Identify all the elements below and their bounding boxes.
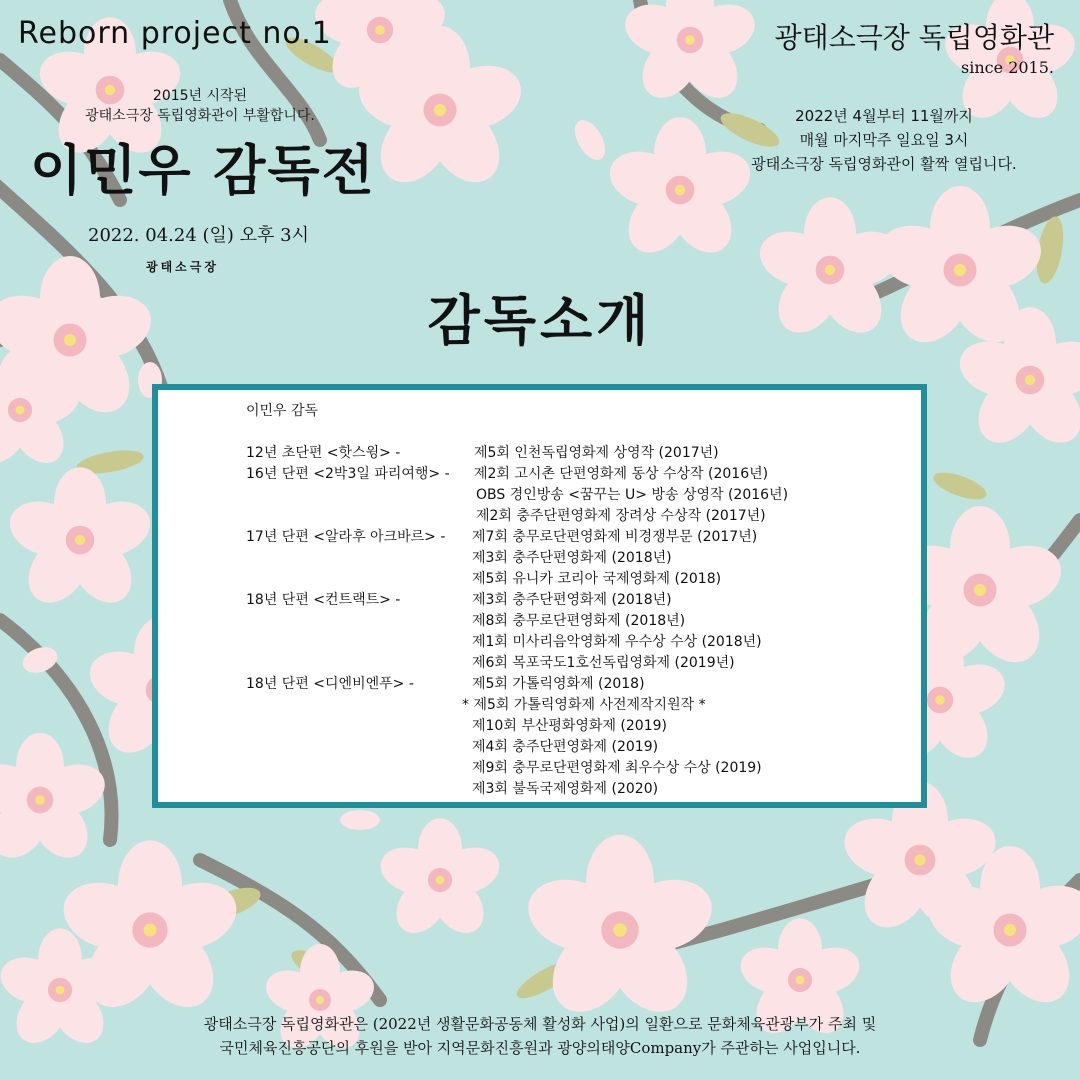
award-item: 제4회 충주단편영화제 (2019) xyxy=(472,739,659,755)
page-title: 이민우 감독전 xyxy=(30,139,376,202)
schedule-text xyxy=(714,104,1054,176)
award-item: 제6회 목포국도1호선독립영화제 (2019년) xyxy=(472,655,735,671)
section-title: 감독소개 xyxy=(427,289,653,352)
award-item: 제5회 인천독립영화제 상영작 (2017년) xyxy=(474,445,719,461)
award-item: * 제5회 가톨릭영화제 사전제작지원작 * xyxy=(462,697,706,713)
award-item: 제8회 충무로단편영화제 (2018년) xyxy=(472,613,686,629)
schedule-line-2: 매월 마지막주 일요일 3시 xyxy=(799,131,969,149)
schedule-line-1: 2022년 4월부터 11월까지 xyxy=(795,107,973,125)
venue-name: 광태소극장 독립영화관 xyxy=(774,21,1054,54)
footer-line-2: 국민체육진흥공단의 후원을 받아 지역문화진흥원과 광양의태양Company가 주관하는 사업입니다. xyxy=(219,1039,861,1057)
award-item: OBS 경인방송 <꿈꾸는 U> 방송 상영작 (2016년) xyxy=(476,487,789,503)
work-title: 16년 단편 <2박3일 파리여행> - xyxy=(246,466,450,482)
award-item: 제9회 충무로단편영화제 최우수상 수상 (2019) xyxy=(472,760,762,776)
award-item: 제5회 가톨릭영화제 (2018) xyxy=(472,676,645,692)
award-item: 제2회 고시촌 단편영화제 동상 수상작 (2016년) xyxy=(474,466,769,482)
award-item: 제2회 충주단편영화제 장려상 수상작 (2017년) xyxy=(476,508,766,524)
event-place: 광태소극장 xyxy=(146,260,219,274)
director-name: 이민우 감독 xyxy=(246,403,319,419)
work-title: 18년 단편 <컨트랙트> - xyxy=(246,592,401,608)
project-label: Reborn project no.1 xyxy=(18,16,332,51)
event-date: 2022. 04.24 (일) 오후 3시 xyxy=(88,225,309,246)
footer-line-1: 광태소극장 독립영화관은 (2022년 생활문화공동체 활성화 사업)의 일환으로 문화체육관광부가 주최 및 xyxy=(203,1015,877,1033)
work-title: 12년 초단편 <핫스윙> - xyxy=(246,445,401,461)
schedule-line-3: 광태소극장 독립영화관이 활짝 열립니다. xyxy=(751,155,1017,173)
award-item: 제3회 불독국제영화제 (2020) xyxy=(472,781,659,797)
intro-text xyxy=(50,86,350,126)
award-item: 제3회 충주단편영화제 (2018년) xyxy=(472,550,672,566)
award-item: 제1회 미사리음악영화제 우수상 수상 (2018년) xyxy=(472,634,762,650)
footer-text xyxy=(0,1012,1080,1060)
award-item: 제5회 유니카 코리아 국제영화제 (2018) xyxy=(472,571,722,587)
intro-line-2: 광태소극장 독립영화관이 부활합니다. xyxy=(85,108,315,124)
work-title: 18년 단편 <디엔비엔푸> - xyxy=(246,676,414,692)
intro-line-1: 2015년 시작된 xyxy=(152,88,248,104)
work-title: 17년 단편 <알라후 아크바르> - xyxy=(246,529,446,545)
award-item: 제10회 부산평화영화제 (2019) xyxy=(472,718,667,734)
since-label: since 2015. xyxy=(961,58,1054,77)
award-item: 제7회 충무로단편영화제 비경쟁부문 (2017년) xyxy=(472,529,758,545)
award-item: 제3회 충주단편영화제 (2018년) xyxy=(472,592,672,608)
